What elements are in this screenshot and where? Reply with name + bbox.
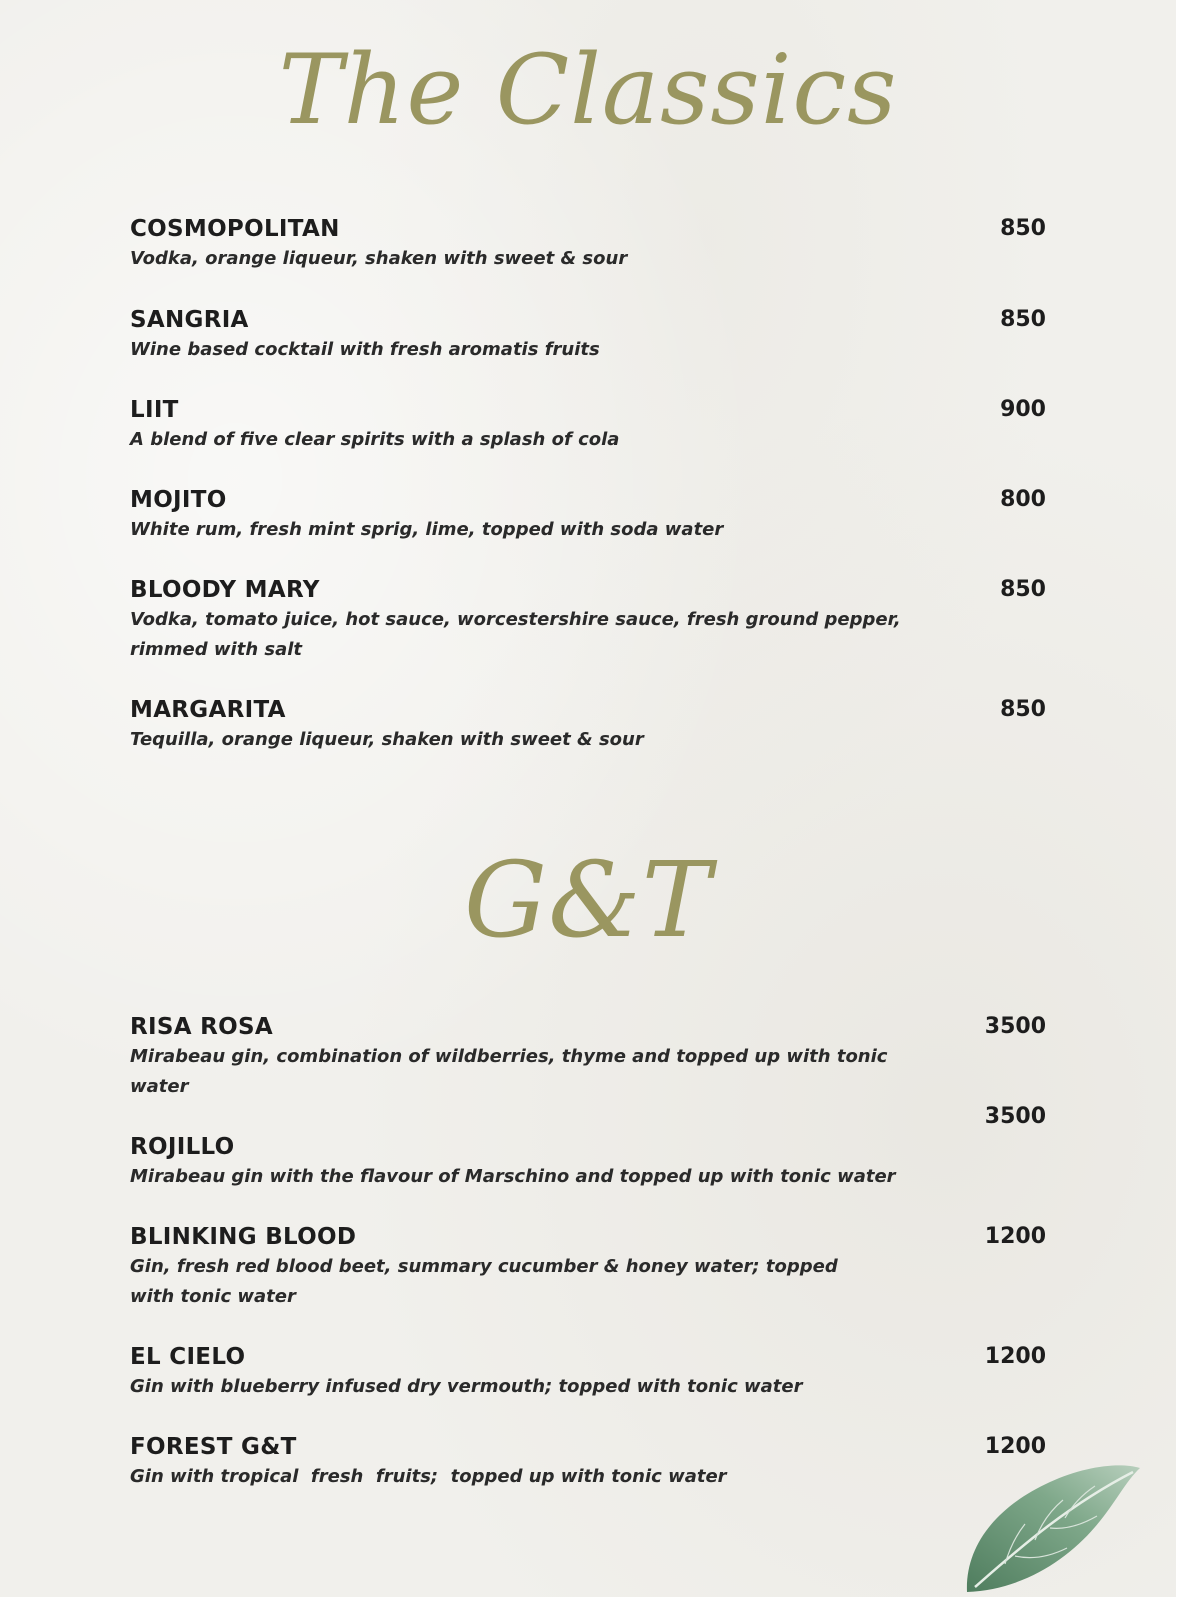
item-price: 1200: [984, 1344, 1046, 1369]
item-name: RISA ROSA: [130, 1014, 273, 1040]
item-name: SANGRIA: [130, 307, 249, 333]
item-name: FOREST G&T: [130, 1434, 297, 1460]
item-name: COSMOPOLITAN: [130, 216, 340, 242]
item-name: ROJILLO: [130, 1134, 235, 1160]
item-description: Gin with blueberry infused dry vermouth; topped with tonic water: [130, 1376, 803, 1397]
leaf-icon: [955, 1452, 1155, 1597]
right-margin: [1176, 0, 1200, 1597]
item-price: 1200: [984, 1434, 1046, 1459]
item-price: 800: [1000, 487, 1046, 512]
menu-item: [130, 485, 1046, 545]
item-price: 850: [1000, 577, 1046, 602]
item-description: Mirabeau gin with the flavour of Marschino and topped up with tonic water: [130, 1166, 896, 1187]
item-price: 3500: [984, 1104, 1046, 1129]
item-name: LIIT: [130, 397, 179, 423]
menu-item: [130, 575, 1046, 665]
menu-item: [130, 1342, 1046, 1402]
item-price: 3500: [984, 1014, 1046, 1039]
item-price: 850: [1000, 697, 1046, 722]
menu-item: [130, 695, 1046, 755]
item-price: 850: [1000, 307, 1046, 332]
menu-item: [130, 214, 1046, 274]
menu-item: [130, 1432, 1046, 1492]
item-description: Mirabeau gin, combination of wildberries, thyme and topped up with tonic water: [130, 1046, 888, 1097]
menu-item: [130, 1012, 1046, 1102]
item-description: A blend of five clear spirits with a splash of cola: [130, 429, 620, 450]
item-price: 900: [1000, 397, 1046, 422]
item-description: Vodka, orange liqueur, shaken with sweet & sour: [130, 248, 628, 269]
item-price: 1200: [984, 1224, 1046, 1249]
section-title-classics: The Classics: [278, 34, 898, 146]
item-name: BLINKING BLOOD: [130, 1224, 357, 1250]
item-name: BLOODY MARY: [130, 577, 320, 603]
menu-item: [130, 1102, 1046, 1192]
section-title-gt: G&T: [463, 839, 713, 961]
menu-item: [130, 305, 1046, 365]
item-name: MARGARITA: [130, 697, 286, 723]
item-name: EL CIELO: [130, 1344, 246, 1370]
item-description: Wine based cocktail with fresh aromatis fruits: [130, 339, 600, 360]
item-description: White rum, fresh mint sprig, lime, topped with soda water: [130, 519, 724, 540]
item-name: MOJITO: [130, 487, 227, 513]
menu-item: [130, 1222, 1046, 1312]
menu-item: [130, 395, 1046, 455]
item-price: 850: [1000, 216, 1046, 241]
item-description: Gin, fresh red blood beet, summary cucumber & honey water; topped with tonic water: [130, 1256, 838, 1307]
item-description: Vodka, tomato juice, hot sauce, worcestershire sauce, fresh ground pepper, rimmed with salt: [130, 609, 901, 660]
item-description: Gin with tropical fresh fruits; topped up with tonic water: [130, 1466, 727, 1487]
item-description: Tequilla, orange liqueur, shaken with sweet & sour: [130, 729, 644, 750]
